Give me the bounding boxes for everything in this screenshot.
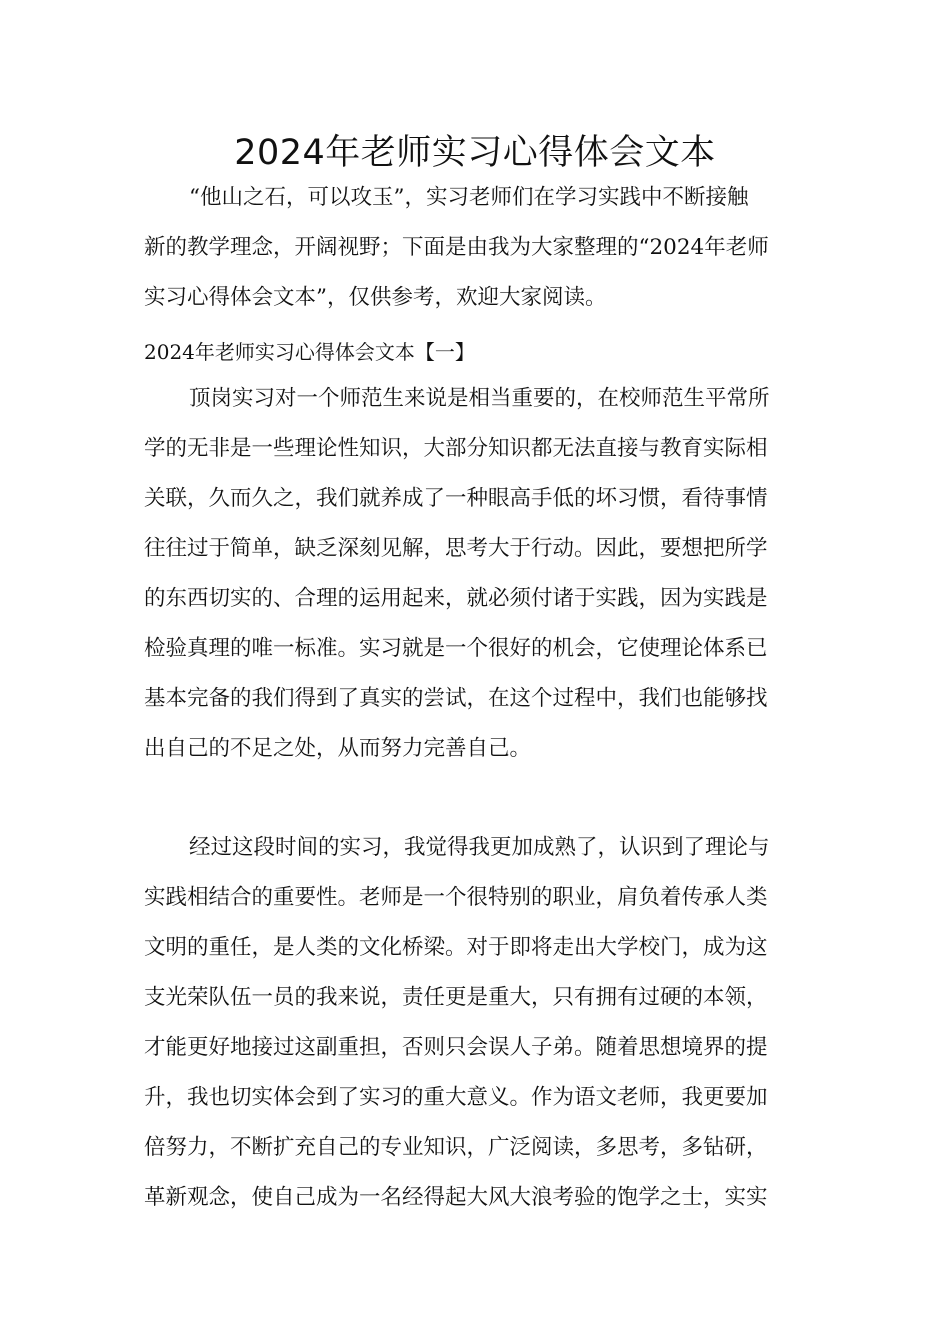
section-heading: 2024年老师实习心得体会文本【一】 (144, 340, 475, 364)
text-line: 的东西切实的、合理的运用起来，就必须付诸于实践，因为实践是 (144, 586, 768, 611)
text-line: 顶岗实习对一个师范生来说是相当重要的，在校师范生平常所 (189, 386, 770, 411)
text-line: 实践相结合的重要性。老师是一个很特别的职业，肩负着传承人类 (144, 885, 768, 910)
document-title: 2024年老师实习心得体会文本 (234, 133, 716, 173)
intro-paragraph (144, 173, 769, 323)
text-line: 升，我也切实体会到了实习的重大意义。作为语文老师，我更要加 (144, 1085, 768, 1110)
text-line: 关联，久而久之，我们就养成了一种眼高手低的坏习惯，看待事情 (144, 486, 768, 511)
text-line: 倍努力，不断扩充自己的专业知识，广泛阅读，多思考，多钻研， (144, 1135, 768, 1160)
body-paragraph-1 (144, 374, 770, 774)
text-line: 检验真理的唯一标准。实习就是一个很好的机会，它使理论体系已 (144, 636, 768, 661)
text-line: 经过这段时间的实习，我觉得我更加成熟了，认识到了理论与 (189, 835, 770, 860)
body-paragraph-2 (144, 823, 770, 1223)
text-line: 出自己的不足之处，从而努力完善自己。 (144, 736, 532, 761)
text-line: 往往过于简单，缺乏深刻见解，思考大于行动。因此，要想把所学 (144, 536, 768, 561)
text-line: 基本完备的我们得到了真实的尝试，在这个过程中，我们也能够找 (144, 686, 768, 711)
text-line: 文明的重任，是人类的文化桥梁。对于即将走出大学校门，成为这 (144, 935, 768, 960)
text-line: 革新观念，使自己成为一名经得起大风大浪考验的饱学之士，实实 (144, 1185, 768, 1210)
text-line: 新的教学理念，开阔视野；下面是由我为大家整理的“2024年老师 (144, 235, 769, 260)
text-line: 实习心得体会文本”，仅供参考，欢迎大家阅读。 (144, 285, 607, 310)
text-line: 才能更好地接过这副重担，否则只会误人子弟。随着思想境界的提 (144, 1035, 768, 1060)
text-line: 学的无非是一些理论性知识，大部分知识都无法直接与教育实际相 (144, 436, 768, 461)
text-line: 支光荣队伍一员的我来说，责任更是重大，只有拥有过硬的本领， (144, 985, 768, 1010)
text-line: “他山之石，可以攻玉”，实习老师们在学习实践中不断接触 (189, 185, 749, 210)
